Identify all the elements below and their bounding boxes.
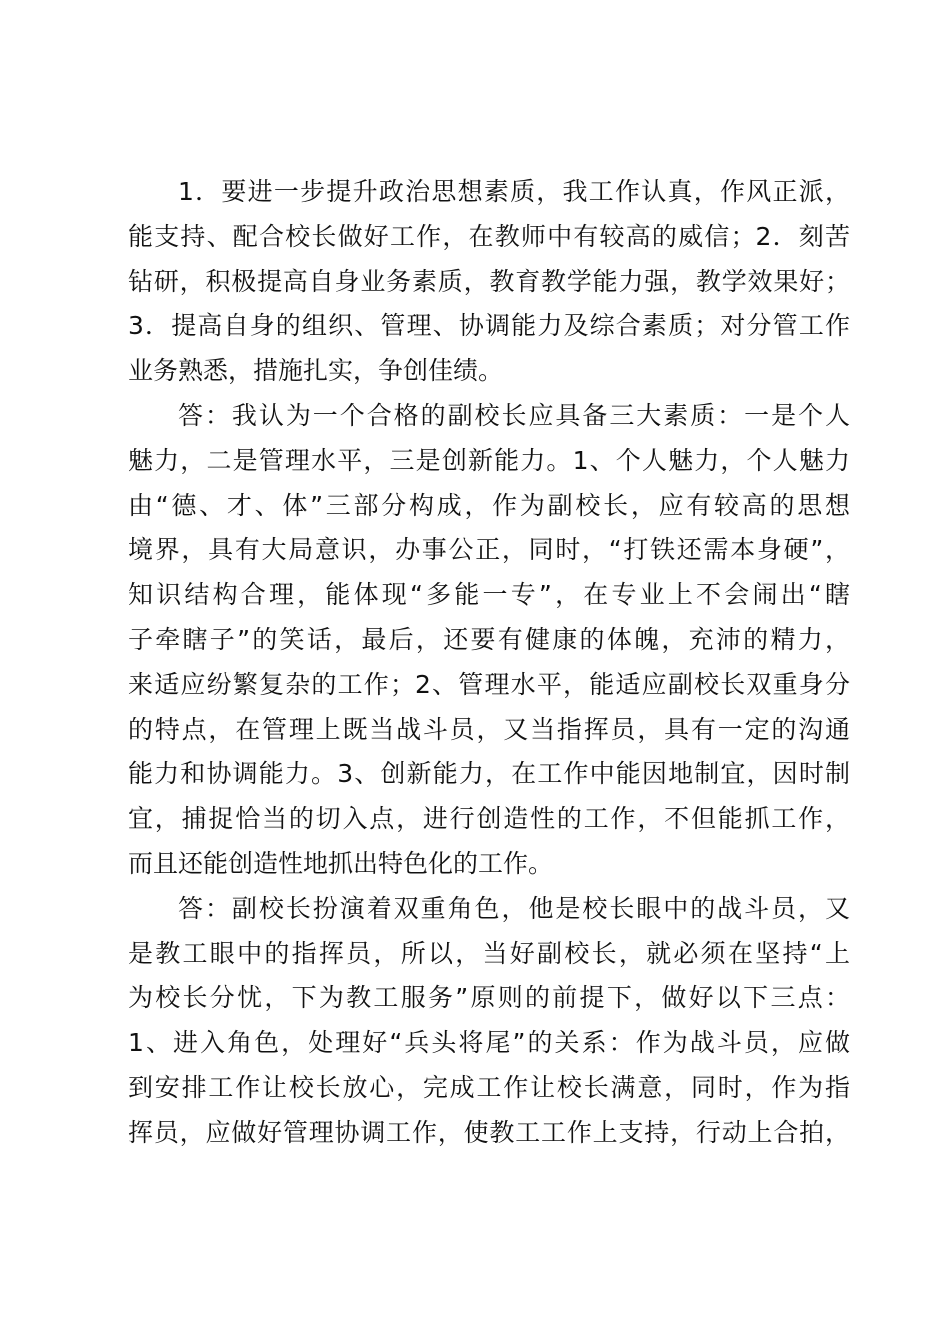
text-line: 来适应纷繁复杂的工作；2、管理水平，能适应副校长双重身分	[128, 669, 850, 699]
text-line: 由“德、才、体”三部分构成，作为副校长，应有较高的思想	[128, 490, 850, 520]
text-line: 能力和协调能力。3、创新能力，在工作中能因地制宜，因时制	[128, 759, 850, 789]
text-line: 子牵瞎子”的笑话，最后，还要有健康的体魄，充沛的精力，	[128, 624, 850, 654]
text-line: 境界，具有大局意识，办事公正，同时，“打铁还需本身硬”，	[128, 535, 850, 565]
text-line: 业务熟悉，措施扎实，争创佳绩。	[128, 356, 504, 386]
text-line: 1．要进一步提升政治思想素质，我工作认真，作风正派，	[178, 177, 850, 206]
document-body	[128, 170, 850, 1156]
text-line: 而且还能创造性地抓出特色化的工作。	[128, 848, 554, 878]
text-line: 是教工眼中的指挥员，所以，当好副校长，就必须在坚持“上	[128, 938, 850, 968]
paragraph-answer-dual-role	[128, 887, 850, 1156]
text-line: 能支持、配合校长做好工作，在教师中有较高的威信；2．刻苦	[128, 221, 850, 251]
paragraph-qualities	[128, 170, 850, 394]
text-line: 为校长分忧，下为教工服务”原则的前提下，做好以下三点：	[128, 983, 850, 1013]
text-line: 的特点，在管理上既当战斗员，又当指挥员，具有一定的沟通	[128, 714, 850, 744]
text-line: 宜，捕捉恰当的切入点，进行创造性的工作，不但能抓工作，	[128, 804, 850, 834]
text-line: 知识结构合理，能体现“多能一专”，在专业上不会闹出“瞎	[128, 580, 850, 610]
text-line: 钻研，积极提高自身业务素质，教育教学能力强，教学效果好；	[128, 266, 850, 296]
text-line: 答：我认为一个合格的副校长应具备三大素质：一是个人	[178, 400, 850, 430]
text-line: 3．提高自身的组织、管理、协调能力及综合素质；对分管工作	[128, 311, 850, 341]
text-line: 魅力，二是管理水平，三是创新能力。1、个人魅力，个人魅力	[128, 445, 850, 475]
text-line: 1、进入角色，处理好“兵头将尾”的关系：作为战斗员，应做	[128, 1028, 850, 1058]
text-line: 到安排工作让校长放心，完成工作让校长满意，同时，作为指	[128, 1072, 850, 1102]
paragraph-answer-three-qualities	[128, 394, 850, 887]
text-line: 答：副校长扮演着双重角色，他是校长眼中的战斗员，又	[178, 893, 850, 923]
text-line: 挥员，应做好管理协调工作，使教工工作上支持，行动上合拍，	[128, 1117, 850, 1147]
